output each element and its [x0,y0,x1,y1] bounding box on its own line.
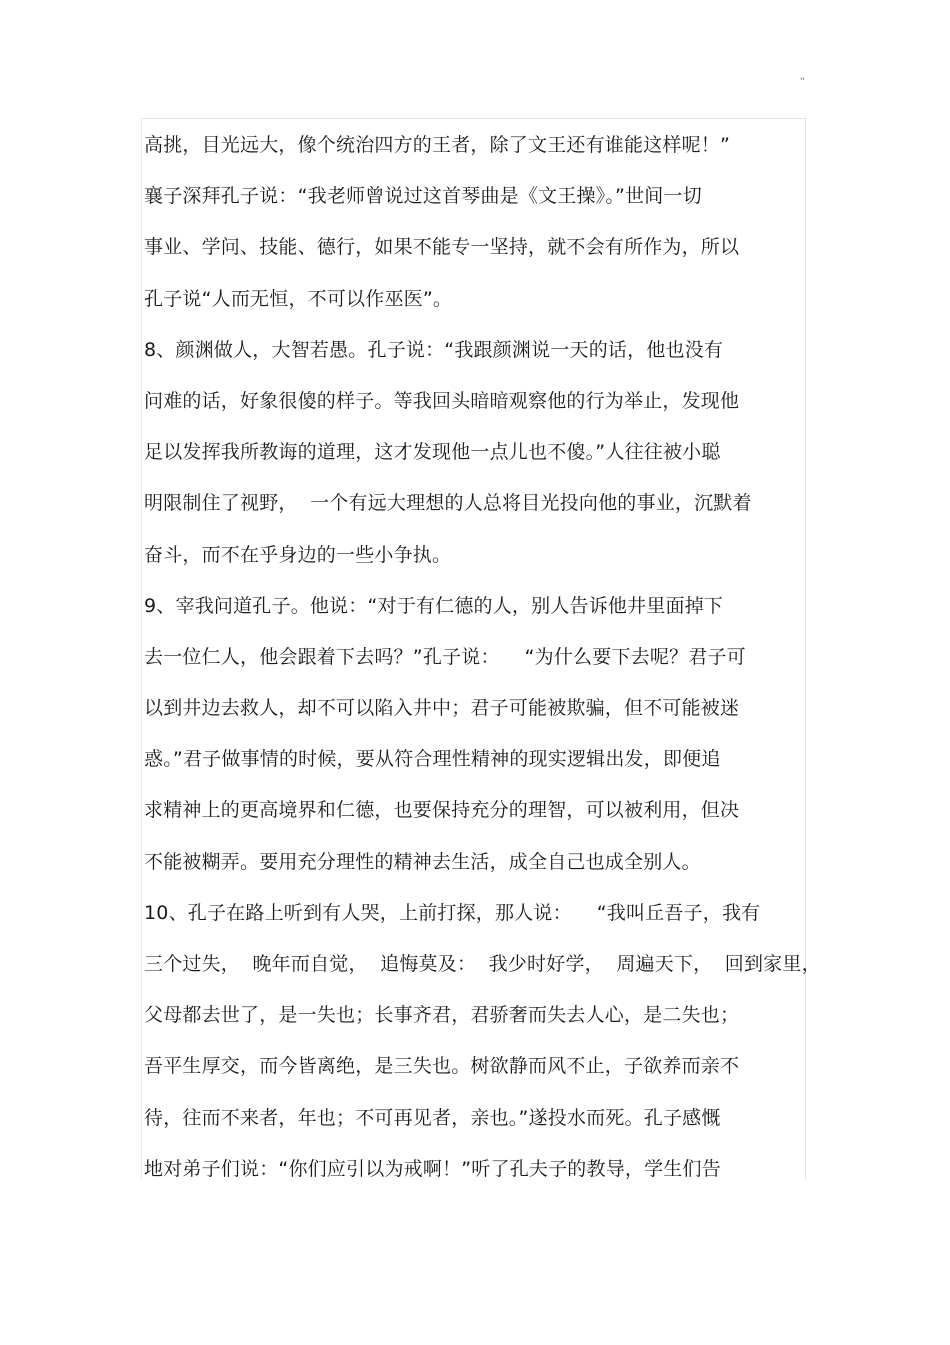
text-line: 父母都去世了，是一失也；长事齐君，君骄奢而失去人心，是二失也； [144,1004,740,1027]
text-line: 孔子说“人而无恒，不可以作巫医”。 [144,287,453,310]
page-corner-mark: '' [800,77,805,87]
text-line: 襄子深拜孔子说：“我老师曾说过这首琴曲是《文王操》。”世间一切 [144,185,702,208]
text-line: 求精神上的更高境界和仁德，也要保持充分的理智，可以被利用，但决 [144,799,740,822]
text-line: 惑。”君子做事情的时候，要从符合理性精神的现实逻辑出发，即便追 [144,748,721,771]
text-line: 去一位仁人，他会跟着下去吗？”孔子说： “为什么要下去呢？君子可 [144,645,746,668]
text-line: 奋斗，而不在乎身边的一些小争执。 [144,543,452,566]
text-line: 吾平生厚交，而今皆离绝，是三失也。树欲静而风不止，子欲养而亲不 [144,1055,740,1078]
paragraph-10-start: 10、孔子在路上听到有人哭，上前打探，那人说： “我叫丘吾子，我有 [144,901,761,924]
text-line: 三个过失， 晚年而自觉， 追悔莫及： 我少时好学， 周遍天下， 回到家里， [144,953,821,975]
text-line: 高挑，目光远大，像个统治四方的王者，除了文王还有谁能这样呢！” [144,134,731,156]
text-line: 事业、学问、技能、德行，如果不能专一坚持，就不会有所作为，所以 [144,236,740,259]
text-line: 以到井边去救人，却不可以陷入井中；君子可能被欺骗，但不可能被迷 [144,697,740,720]
text-line: 待，往而不来者，年也；不可再见者，亲也。”遂投水而死。孔子感慨 [144,1106,721,1129]
paragraph-9-start: 9、宰我问道孔子。他说：“对于有仁德的人，别人告诉他井里面掉下 [144,594,724,617]
text-line: 明限制住了视野， 一个有远大理想的人总将目光投向他的事业，沉默着 [144,492,752,515]
text-line: 问难的话，好象很傻的样子。等我回头暗暗观察他的行为举止，发现他 [144,389,740,412]
paragraph-8-start: 8、颜渊做人，大智若愚。孔子说：“我跟颜渊说一天的话，他也没有 [144,338,724,361]
text-line: 地对弟子们说：“你们应引以为戒啊！”听了孔夫子的教导，学生们告 [144,1157,721,1180]
text-line: 不能被糊弄。要用充分理性的精神去生活，成全自己也成全别人。 [144,850,701,873]
document-body [144,126,821,1201]
text-line: 足以发挥我所教诲的道理，这才发现他一点儿也不傻。”人往往被小聪 [144,441,721,464]
